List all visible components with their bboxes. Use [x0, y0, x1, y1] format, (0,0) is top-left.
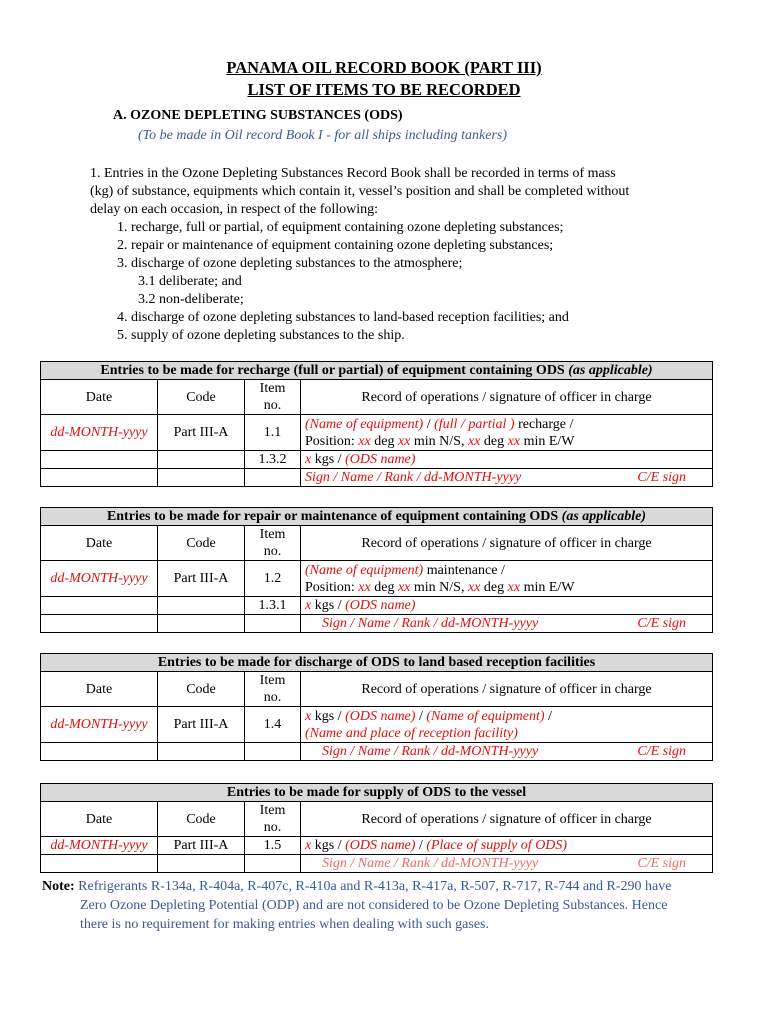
col-code: Code: [158, 380, 245, 415]
list-item: 4. discharge of ozone depleting substances to land-based reception facilities; and: [117, 310, 569, 325]
paragraph-line: (kg) of substance, equipments which contain it, vessel’s position and shall be completed without: [90, 184, 630, 199]
item-cell: 1.1: [245, 415, 301, 451]
col-item: Item no.: [245, 380, 301, 415]
section-heading: A. OZONE DEPLETING SUBSTANCES (ODS): [113, 108, 403, 123]
record-cell: x kgs / (ODS name): [301, 597, 713, 615]
col-record: Record of operations / signature of officer in charge: [301, 526, 713, 561]
col-record: Record of operations / signature of officer in charge: [301, 672, 713, 707]
col-code: Code: [158, 526, 245, 561]
table-header: Entries to be made for supply of ODS to the vessel: [41, 784, 713, 802]
empty-cell: [158, 469, 245, 487]
supply-table: [40, 783, 713, 873]
empty-cell: [245, 855, 301, 873]
table-header: Entries to be made for discharge of ODS to land based reception facilities: [41, 654, 713, 672]
recharge-table: [40, 361, 713, 487]
paragraph-line: 1. Entries in the Ozone Depleting Substances Record Book shall be recorded in terms of mass: [90, 166, 616, 181]
item-cell: 1.3.1: [245, 597, 301, 615]
empty-cell: [158, 743, 245, 761]
date-cell: dd-MONTH-yyyy: [41, 561, 158, 597]
item-cell: 1.3.2: [245, 451, 301, 469]
date-cell: dd-MONTH-yyyy: [41, 837, 158, 855]
sign-cell: Sign / Name / Rank / dd-MONTH-yyyy C/E sign: [301, 615, 713, 633]
col-date: Date: [41, 526, 158, 561]
section-subheading: (To be made in Oil record Book I - for all ships including tankers): [138, 128, 508, 143]
empty-cell: [245, 615, 301, 633]
col-item: Item no.: [245, 802, 301, 837]
sign-cell: Sign / Name / Rank / dd-MONTH-yyyy C/E sign: [301, 469, 713, 487]
sign-cell: Sign / Name / Rank / dd-MONTH-yyyy C/E sign: [301, 743, 713, 761]
items-list: [117, 219, 569, 345]
empty-cell: [41, 469, 158, 487]
document-subtitle: LIST OF ITEMS TO BE RECORDED: [247, 80, 521, 99]
record-cell: (Name of equipment) maintenance / Position: xx deg xx min N/S, xx deg xx min E/W: [301, 561, 713, 597]
repair-table: [40, 507, 713, 633]
empty-cell: [41, 451, 158, 469]
paragraph-line: delay on each occasion, in respect of the following:: [90, 202, 379, 217]
empty-cell: [41, 855, 158, 873]
item-cell: 1.4: [245, 707, 301, 743]
list-item: 2. repair or maintenance of equipment containing ozone depleting substances;: [117, 238, 554, 253]
sign-cell: Sign / Name / Rank / dd-MONTH-yyyy C/E sign: [301, 855, 713, 873]
list-item: 5. supply of ozone depleting substances to the ship.: [117, 328, 405, 343]
list-item: 3. discharge of ozone depleting substances to the atmosphere;: [117, 256, 463, 271]
col-item: Item no.: [245, 672, 301, 707]
empty-cell: [41, 743, 158, 761]
empty-cell: [158, 855, 245, 873]
date-cell: dd-MONTH-yyyy: [41, 707, 158, 743]
note-block: [42, 877, 702, 934]
item-cell: 1.2: [245, 561, 301, 597]
col-date: Date: [41, 380, 158, 415]
empty-cell: [245, 743, 301, 761]
empty-cell: [158, 615, 245, 633]
col-date: Date: [41, 802, 158, 837]
record-cell: x kgs / (ODS name): [301, 451, 713, 469]
record-cell: x kgs / (ODS name) / (Place of supply of ODS): [301, 837, 713, 855]
code-cell: Part III-A: [158, 415, 245, 451]
empty-cell: [41, 615, 158, 633]
code-cell: Part III-A: [158, 837, 245, 855]
empty-cell: [41, 597, 158, 615]
code-cell: Part III-A: [158, 707, 245, 743]
col-code: Code: [158, 802, 245, 837]
col-record: Record of operations / signature of officer in charge: [301, 802, 713, 837]
table-header: Entries to be made for repair or maintenance of equipment containing ODS (as applicable): [41, 508, 713, 526]
note-text: Zero Ozone Depleting Potential (ODP) and are not considered to be Ozone Depleting Substances. Hence: [80, 898, 668, 913]
note-label: Note:: [42, 879, 75, 894]
empty-cell: [158, 451, 245, 469]
empty-cell: [158, 597, 245, 615]
col-record: Record of operations / signature of officer in charge: [301, 380, 713, 415]
col-code: Code: [158, 672, 245, 707]
empty-cell: [245, 469, 301, 487]
col-item: Item no.: [245, 526, 301, 561]
document-title: PANAMA OIL RECORD BOOK (PART III): [226, 58, 542, 77]
col-date: Date: [41, 672, 158, 707]
list-subitem: 3.1 deliberate; and: [138, 274, 242, 289]
code-cell: Part III-A: [158, 561, 245, 597]
intro-paragraph: [90, 165, 680, 219]
note-text: there is no requirement for making entries when dealing with such gases.: [80, 917, 489, 932]
date-cell: dd-MONTH-yyyy: [41, 415, 158, 451]
table-header: Entries to be made for recharge (full or partial) of equipment containing ODS (as applicable): [41, 362, 713, 380]
note-text: Refrigerants R-134a, R-404a, R-407c, R-410a and R-413a, R-417a, R-507, R-717, R-744 and R-290 have: [74, 879, 672, 894]
record-cell: (Name of equipment) / (full / partial ) recharge / Position: xx deg xx min N/S, xx deg xx min E/W: [301, 415, 713, 451]
item-cell: 1.5: [245, 837, 301, 855]
discharge-table: [40, 653, 713, 761]
list-item: 1. recharge, full or partial, of equipment containing ozone depleting substances;: [117, 220, 564, 235]
list-subitem: 3.2 non-deliberate;: [138, 292, 244, 307]
record-cell: x kgs / (ODS name) / (Name of equipment) / (Name and place of reception facility): [301, 707, 713, 743]
